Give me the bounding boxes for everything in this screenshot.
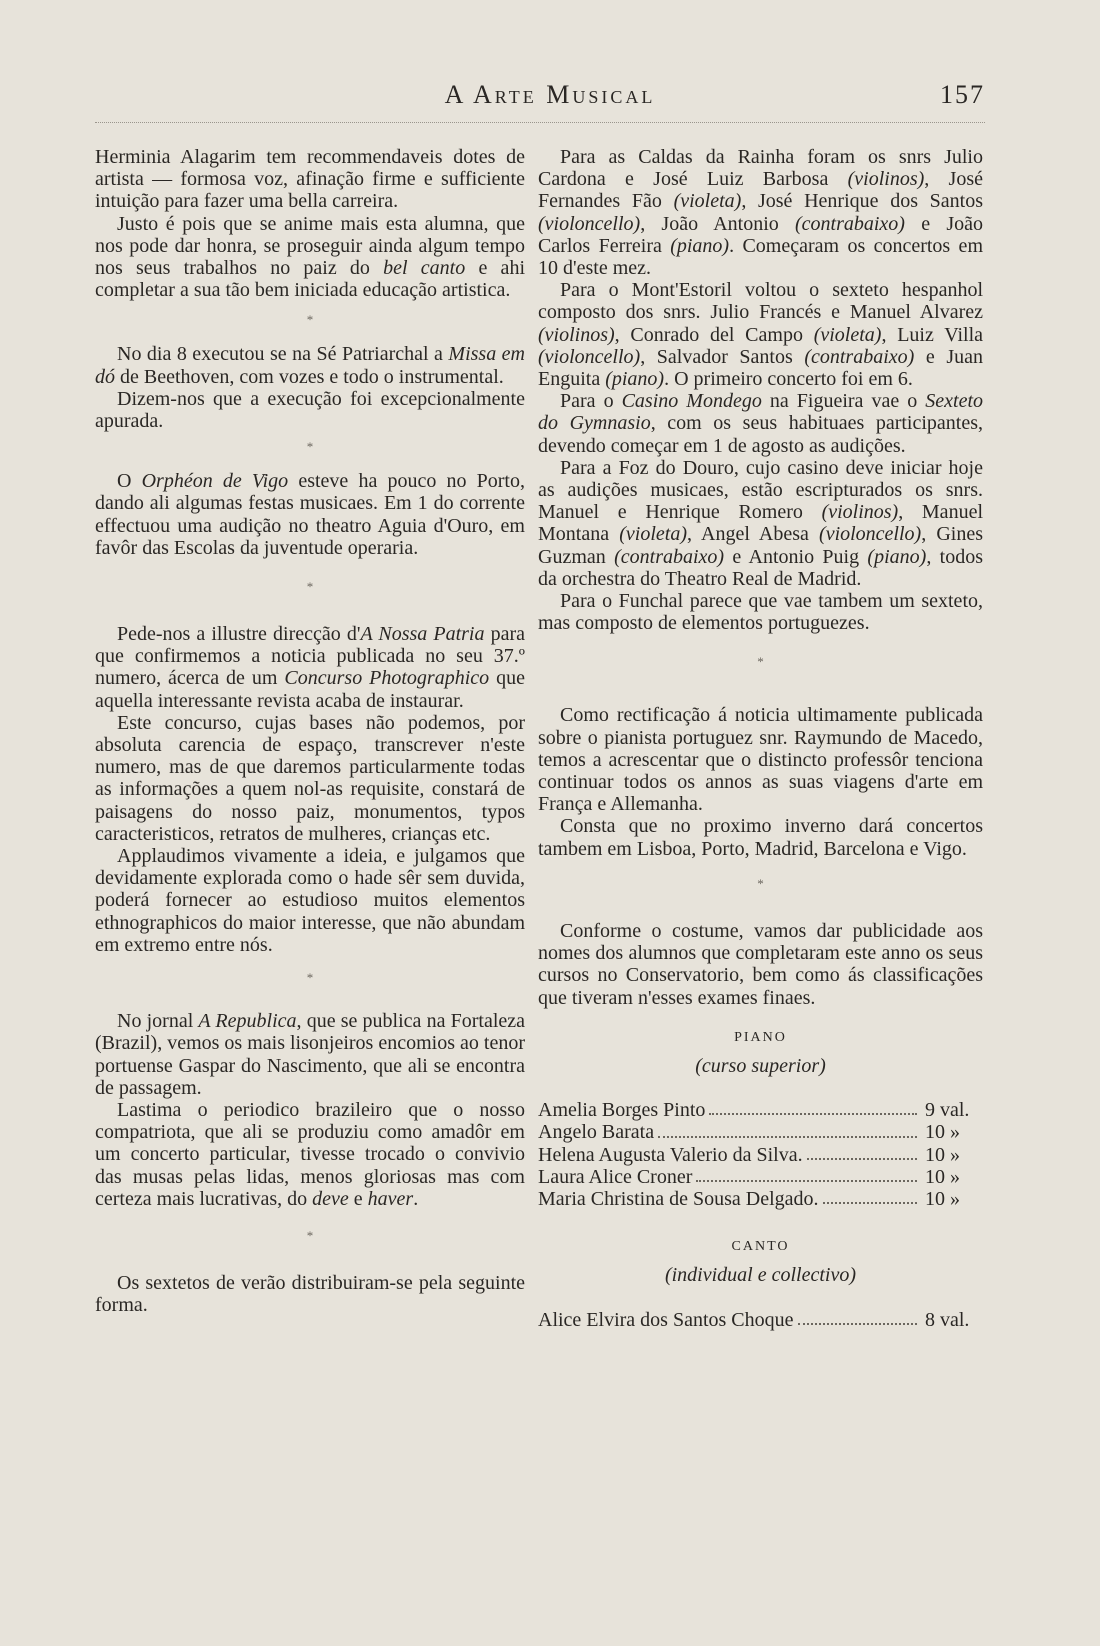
paragraph: Para as Caldas da Rainha foram os snrs Julio Cardona e José Luiz Barbosa (violinos), José Fernandes Fão (violeta), José Henrique dos Santos (violoncello), João Antonio (contrabaixo) e João Carlos Ferreira (piano). Começaram os concertos em 10 d'este mez. [538, 146, 984, 280]
student-name: Maria Christina de Sousa Delgado. [538, 1187, 819, 1210]
grade-value: 9 val. [925, 1099, 970, 1122]
paragraph: Conforme o costume, vamos dar publicidade aos nomes dos alumnos que completaram este anno os seus cursos no Conservatorio, bem como ás classificações que tiveram n'esses exames finaes. [538, 919, 983, 1009]
header-rule [95, 122, 985, 123]
list-item [538, 1188, 983, 1210]
leader-dots [658, 1121, 917, 1137]
running-head [0, 80, 1100, 120]
paragraph: Como rectificação á noticia ultimamente publicada sobre o pianista portuguez snr. Raymundo de Macedo, temos a acrescentar que o distincto professôr tenciona continuar todos os annos as suas viagens d'arte em França e Allemanha. [538, 704, 983, 816]
piano-list [538, 1099, 983, 1210]
leader-dots [798, 1309, 917, 1325]
leader-dots [823, 1188, 918, 1204]
paragraph: No dia 8 executou se na Sé Patriarchal a Missa em dó de Beethoven, com vozes e todo o instrumental. [95, 343, 525, 388]
piano-heading: PIANO [734, 1029, 787, 1045]
student-name: Amelia Borges Pinto [538, 1099, 706, 1122]
paragraph: O Orphéon de Vigo esteve ha pouco no Porto, dando ali algumas festas musicaes. Em 1 do corrente effectuou uma audição no theatro Aguia d'Ouro, em favôr das Escolas da juventude operaria. [95, 470, 525, 559]
leader-dots [807, 1144, 917, 1160]
grade-value: 10 » [925, 1165, 960, 1188]
paragraph: Lastima o periodico brazileiro que o nosso compatriota, que ali se produziu como amadôr em um concerto particular, tivesse trocado o convivio das musas pelas lidas, menos gloriosas mas com certeza mais lucrativas, do deve e haver. [95, 1098, 525, 1210]
right-column [538, 146, 983, 1331]
separator-asterisk: * [306, 579, 314, 595]
leader-dots [696, 1166, 917, 1182]
canto-heading: CANTO [731, 1239, 790, 1255]
paragraph: Dizem-nos que a execução foi excepcionalmente apurada. [95, 387, 525, 433]
running-title: A Arte Musical [444, 80, 656, 109]
student-name: Alice Elvira dos Santos Choque [538, 1308, 794, 1331]
list-item [538, 1309, 983, 1331]
student-name: Angelo Barata [538, 1121, 655, 1144]
paragraph: Para o Casino Mondego na Figueira vae o Sexteto do Gymnasio, com os seus habituaes participantes, devendo começar em 1 de agosto as audições. [538, 390, 984, 457]
paragraph: Este concurso, cujas bases não podemos, por absoluta carencia de espaço, transcrever n'este numero, mas de que daremos particularmente todas as informações a quem nol-as requisite, constará de paisagens do nosso paiz, monumentos, typos caracteristicos, retratos de mulheres, crianças etc. [95, 711, 525, 845]
paragraph: Para a Foz do Douro, cujo casino deve iniciar hoje as audições musicaes, estão escripturados os snrs. Manuel e Henrique Romero (violinos), Manuel Montana (violeta), Angel Abesa (violoncello), Gines Guzman (contrabaixo) e Antonio Puig (piano), todos da orchestra do Theatro Real de Madrid. [538, 456, 984, 590]
canto-list [538, 1309, 983, 1331]
paragraph: Justo é pois que se anime mais esta alumna, que nos pode dar honra, se proseguir ainda algum tempo nos seus trabalhos no paiz do bel canto e ahi completar a sua tão bem iniciada educação artistica. [95, 212, 525, 302]
paragraph: Consta que no proximo inverno dará concertos tambem em Lisboa, Porto, Madrid, Barcelona e Vigo. [538, 815, 983, 860]
grade-value: 10 » [925, 1143, 960, 1166]
separator-asterisk: * [757, 654, 764, 670]
separator-asterisk: * [306, 312, 314, 328]
list-item [538, 1166, 983, 1188]
paragraph: Herminia Alagarim tem recommendaveis dotes de artista — formosa voz, afinação firme e sufficiente intuição para fazer uma bella carreira. [95, 146, 525, 213]
paragraph: Pede-nos a illustre direcção d'A Nossa Patria para que confirmemos a noticia publicada no seu 37.º numero, ácerca de um Concurso Photographico que aquella interessante revista acaba de instaurar. [95, 623, 526, 712]
paragraph: No jornal A Republica, que se publica na Fortaleza (Brazil), vemos os mais lisonjeiros encomios ao tenor portuense Gaspar do Nascimento, que ali se encontra de passagem. [95, 1010, 526, 1099]
page-number: 157 [940, 80, 985, 109]
list-item [538, 1144, 983, 1166]
list-item [538, 1099, 983, 1121]
grade-value: 10 » [925, 1187, 960, 1210]
separator-asterisk: * [306, 970, 314, 986]
canto-subheading: (individual e collectivo) [664, 1264, 857, 1287]
separator-asterisk: * [306, 1227, 314, 1243]
grade-value: 8 val. [925, 1308, 970, 1331]
grade-value: 10 » [925, 1121, 960, 1144]
separator-asterisk: * [757, 875, 764, 891]
paragraph: Applaudimos vivamente a ideia, e julgamos que devidamente explorada como o hade sêr sem duvida, poderá fornecer ao estudioso muitos elementos ethnographicos do maior interesse, que não abundam em extremo entre nós. [95, 845, 525, 956]
left-column [95, 146, 525, 1316]
leader-dots [709, 1099, 917, 1115]
piano-subheading: (curso superior) [695, 1054, 826, 1077]
student-name: Laura Alice Croner [538, 1165, 693, 1188]
paragraph: Os sextetos de verão distribuiram-se pela seguinte forma. [95, 1271, 525, 1317]
list-item [538, 1121, 983, 1143]
paragraph: Para o Funchal parece que vae tambem um sexteto, mas composto de elementos portuguezes. [538, 590, 983, 635]
paragraph: Para o Mont'Estoril voltou o sexteto hespanhol composto dos snrs. Julio Francés e Manuel Alvarez (violinos), Conrado del Campo (violeta), Luiz Villa (violoncello), Salvador Santos (contrabaixo) e Juan Enguita (piano). O primeiro concerto foi em 6. [538, 279, 984, 391]
student-name: Helena Augusta Valerio da Silva. [538, 1143, 803, 1166]
separator-asterisk: * [306, 439, 314, 455]
